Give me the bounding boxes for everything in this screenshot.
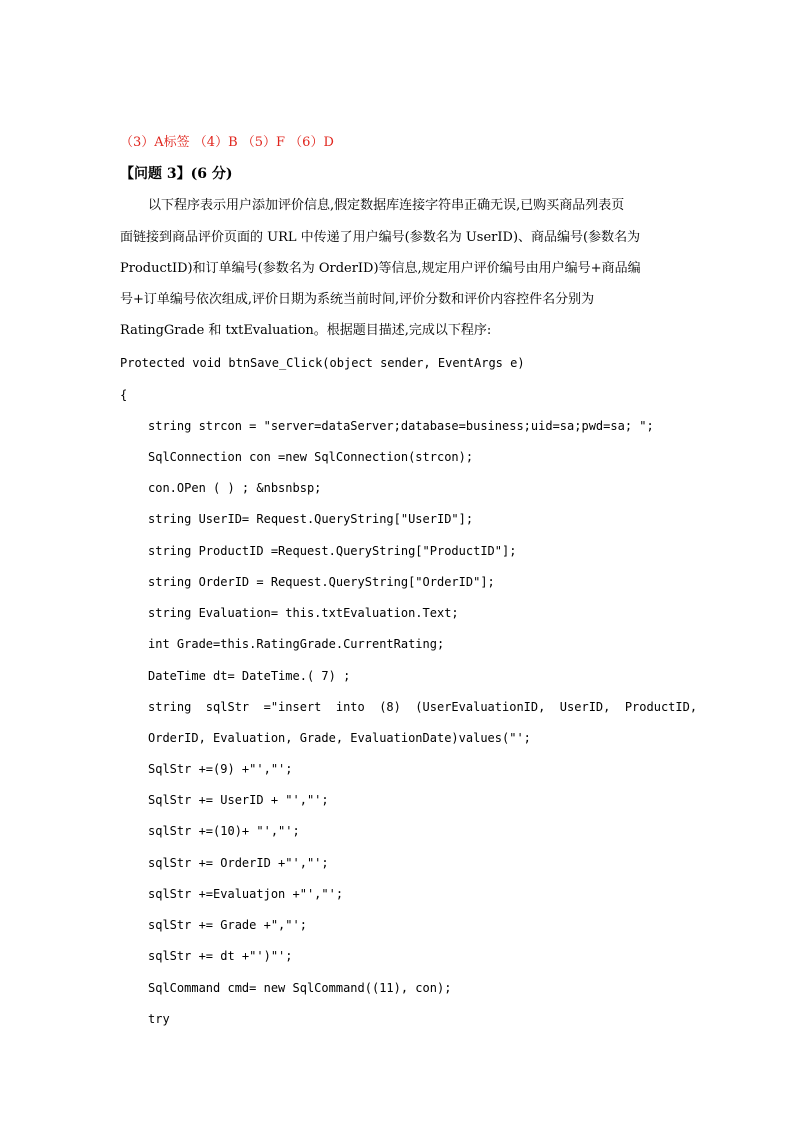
answers-line: （3）A标签 （4）B （5）F （6）D xyxy=(120,135,334,150)
question-heading: 【问题 3】(6 分) xyxy=(120,166,233,182)
code-line-open-brace: { xyxy=(120,388,128,402)
code-line: SqlCommand cmd= new SqlCommand((11), con); xyxy=(148,981,452,995)
code-line: SqlConnection con =new SqlConnection(strcon); xyxy=(148,450,474,464)
code-line: sqlStr += OrderID +"',"'; xyxy=(148,856,329,870)
code-line: sqlStr += dt +"')"'; xyxy=(148,949,293,963)
code-line: string UserID= Request.QueryString["UserID"]; xyxy=(148,512,474,526)
paragraph-line-4: 号+订单编号依次组成,评价日期为系统当前时间,评价分数和评价内容控件名分别为 xyxy=(120,292,595,307)
code-line: SqlStr +=(9) +"',"'; xyxy=(148,762,293,776)
code-line: DateTime dt= DateTime.( 7) ; xyxy=(148,669,351,683)
code-line: SqlStr += UserID + "',"'; xyxy=(148,793,329,807)
code-line: sqlStr +=(10)+ "',"'; xyxy=(148,824,300,838)
code-line: sqlStr += Grade +","'; xyxy=(148,918,307,932)
paragraph-line-1: 以下程序表示用户添加评价信息,假定数据库连接字符串正确无误,已购买商品列表页 xyxy=(148,198,625,213)
paragraph-line-5: RatingGrade 和 txtEvaluation。根据题目描述,完成以下程序: xyxy=(120,323,492,338)
code-line: string OrderID = Request.QueryString["OrderID"]; xyxy=(148,575,495,589)
code-line: sqlStr +=Evaluatjon +"',"'; xyxy=(148,887,344,901)
code-line: OrderID, Evaluation, Grade, EvaluationDate)values("'; xyxy=(148,731,531,745)
code-line: string Evaluation= this.txtEvaluation.Text; xyxy=(148,606,459,620)
code-line: try xyxy=(148,1012,170,1026)
paragraph-line-3: ProductID)和订单编号(参数名为 OrderID)等信息,规定用户评价编号由用户编号+商品编 xyxy=(120,261,641,276)
code-line: string sqlStr ="insert into (8) (UserEvaluationID, UserID, ProductID, xyxy=(148,700,698,714)
paragraph-line-2: 面链接到商品评价页面的 URL 中传递了用户编号(参数名为 UserID)、商品编号(参数名为 xyxy=(120,230,641,245)
code-line: con.OPen ( ) ; &nbsnbsp; xyxy=(148,481,322,495)
code-line: string ProductID =Request.QueryString["ProductID"]; xyxy=(148,544,517,558)
code-line: int Grade=this.RatingGrade.CurrentRating; xyxy=(148,637,445,651)
code-line-method-signature: Protected void btnSave_Click(object sender, EventArgs e) xyxy=(120,356,525,370)
code-line: string strcon = "server=dataServer;database=business;uid=sa;pwd=sa; "; xyxy=(148,419,654,433)
